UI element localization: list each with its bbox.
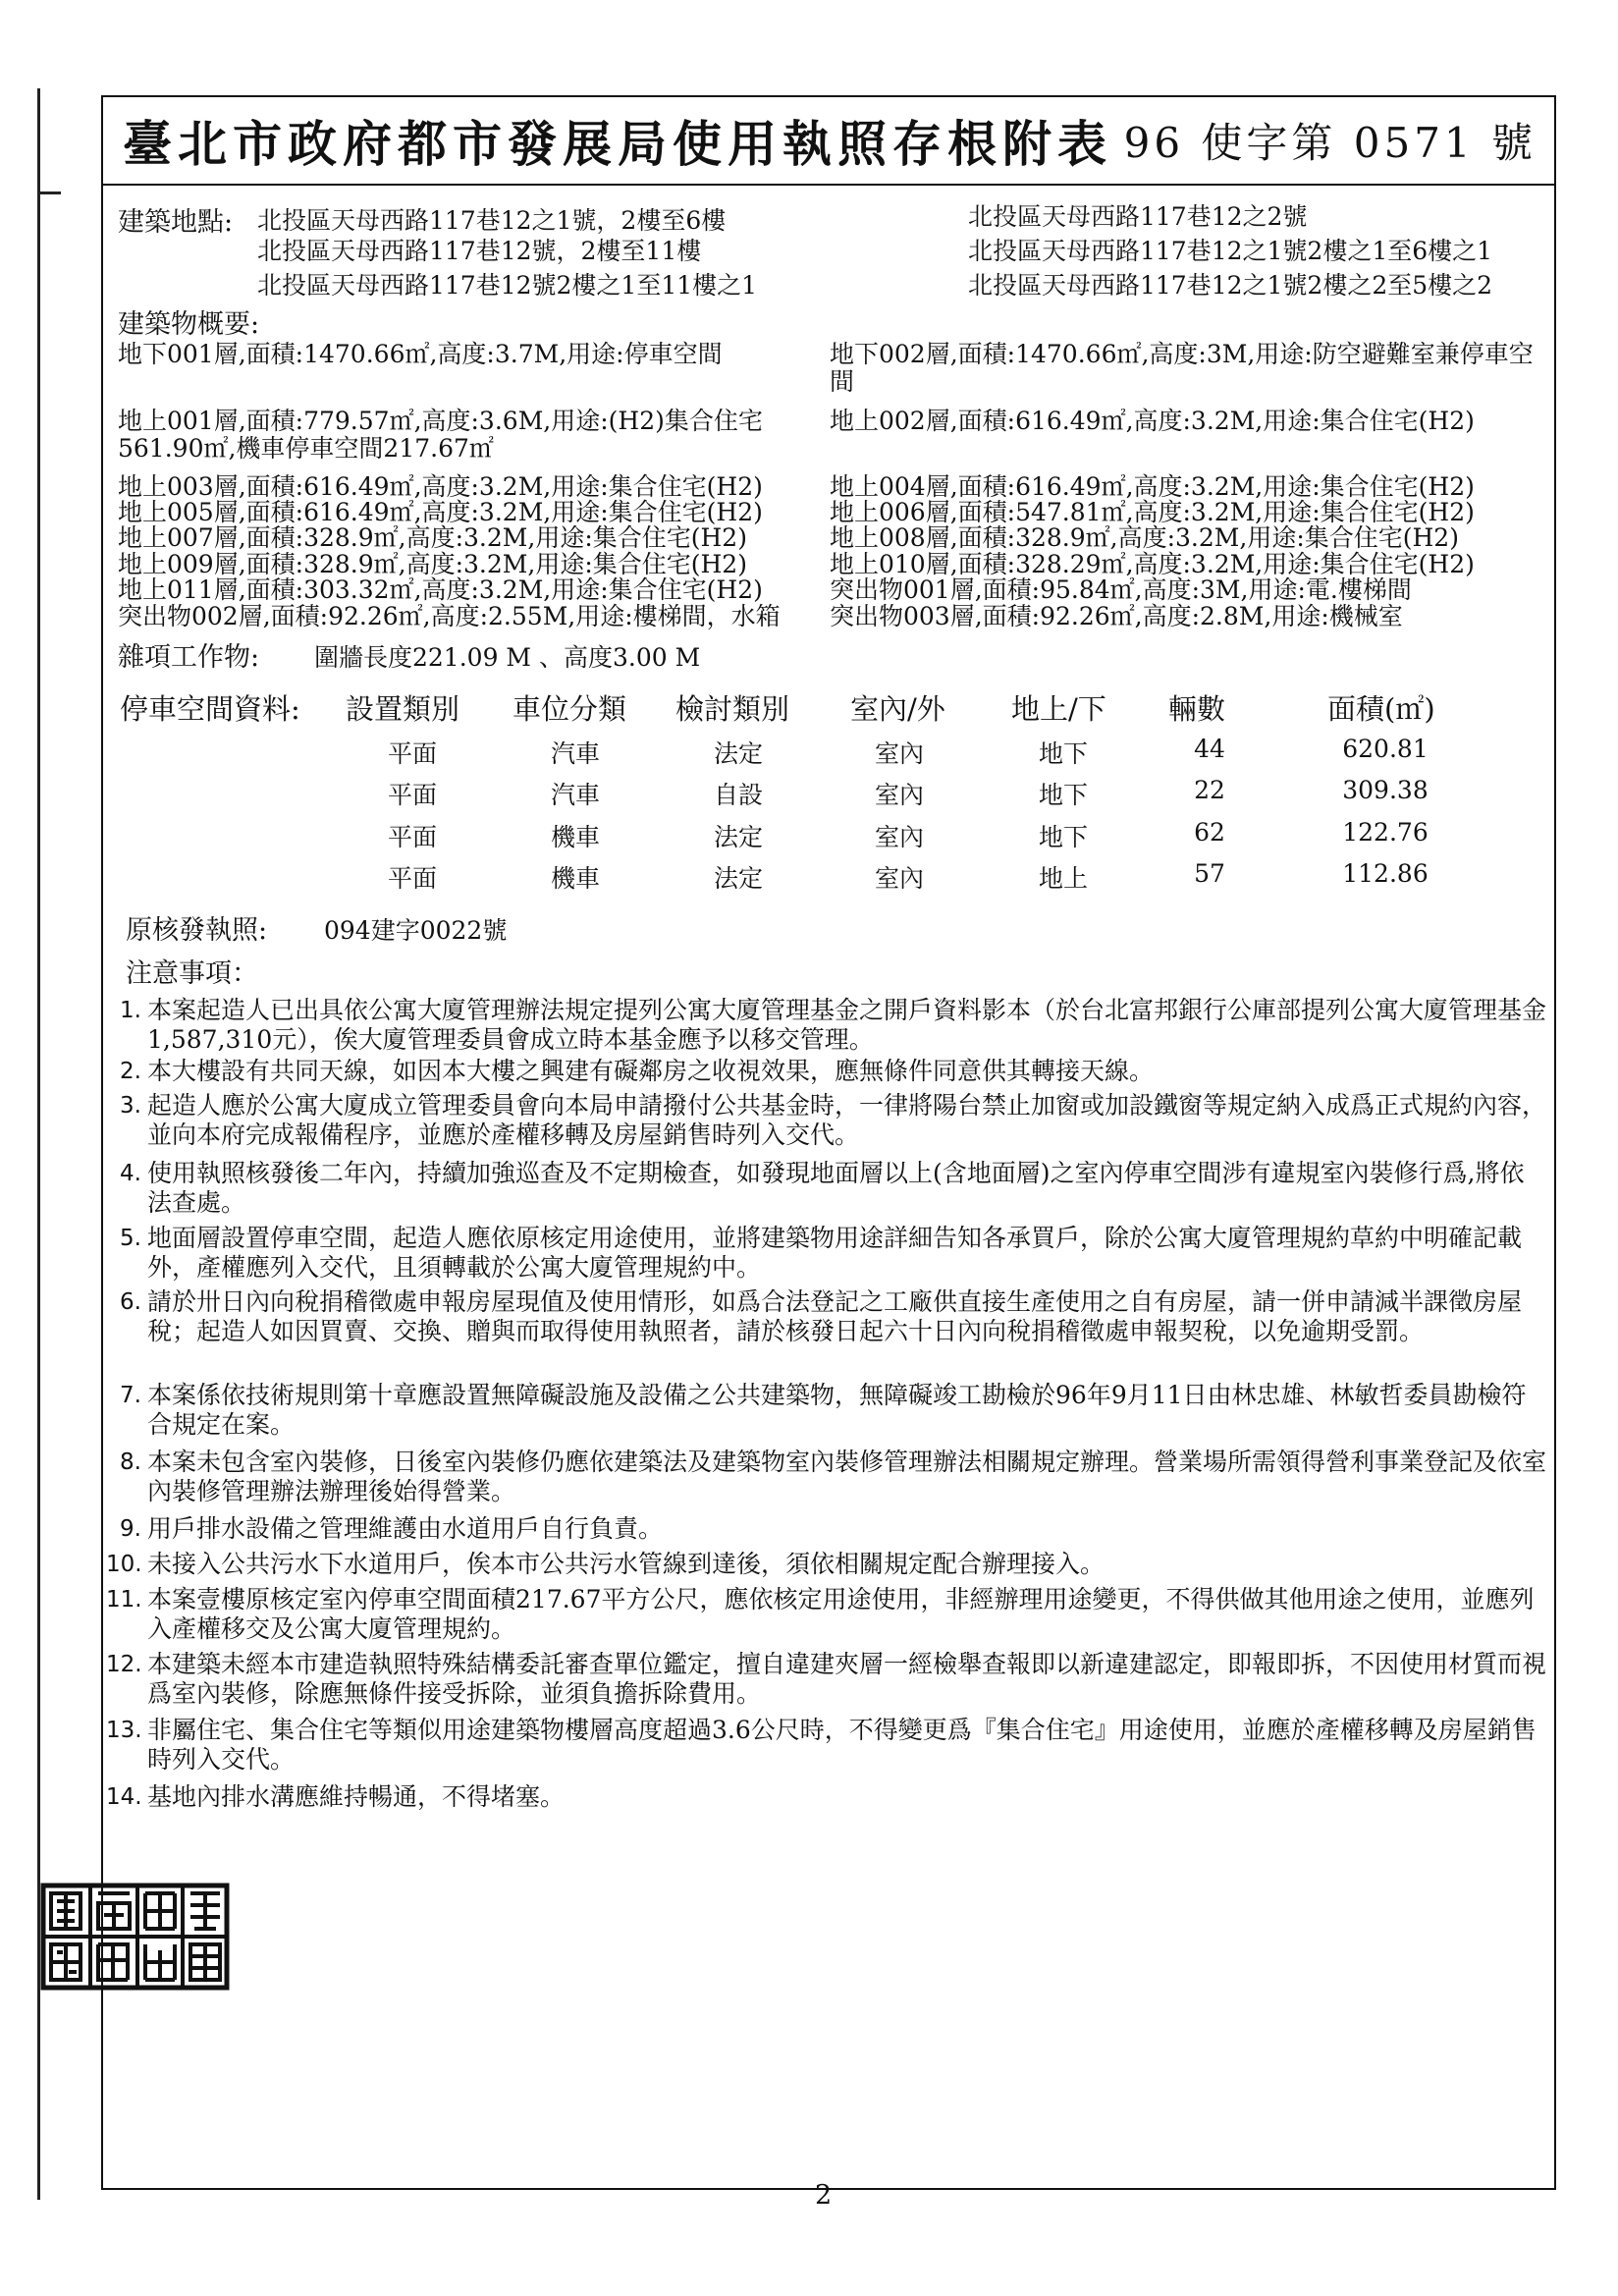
note-number: 6. (120, 1289, 141, 1315)
table-cell: 平面 (387, 823, 437, 851)
original-license-value: 094建字0022號 (324, 916, 508, 945)
note-text: 非屬住宅、集合住宅等類似用途建築物樓層高度超過3.6公尺時，不得變更爲『集合住宅』用途使用，並應於產權移轉及房屋銷售時列入交代。 (147, 1716, 1537, 1774)
table-cell: 620.81 (1342, 735, 1429, 763)
note-text: 未接入公共污水下水道用戶，俟本市公共污水管線到達後，須依相關規定配合辦理接入。 (147, 1550, 1106, 1578)
table-cell: 室內 (874, 864, 924, 893)
note-number: 5. (120, 1226, 141, 1251)
table-cell: 法定 (713, 823, 763, 851)
table-cell: 法定 (713, 739, 763, 768)
parking-header: 輛數 (1168, 692, 1226, 726)
note-item (106, 1716, 1546, 1775)
parking-table (0, 687, 1618, 899)
table-cell: 44 (1194, 735, 1225, 763)
table-cell: 室內 (874, 781, 924, 809)
location-right-3: 北投區天母西路117巷12之1號2樓之2至5樓之2 (968, 271, 1493, 300)
note-item (120, 996, 1547, 1055)
location-right-1: 北投區天母西路117巷12之2號 (968, 202, 1308, 231)
table-cell: 機車 (550, 823, 600, 851)
note-text: 使用執照核發後二年內，持續加強巡查及不定期檢查，如發現地面層以上(含地面層)之室內停車空間涉有違規室內裝修行爲,將依法查處。 (147, 1159, 1525, 1217)
overview-b1: 地下001層,面積:1470.66㎡,高度:3.7M,用途:停車空間 (118, 340, 723, 368)
note-item (120, 1287, 1546, 1346)
note-item (120, 1514, 1546, 1544)
floor-left: 地上011層,面積:303.32㎡,高度:3.2M,用途:集合住宅(H2) (118, 575, 763, 604)
table-cell: 地下 (1038, 823, 1088, 851)
misc-works-value: 圍牆長度221.09 M 、高度3.00 M (314, 643, 701, 672)
note-item (120, 1381, 1546, 1440)
table-cell: 57 (1194, 859, 1225, 888)
floor-right: 突出物003層,面積:92.26㎡,高度:2.8M,用途:機械室 (830, 602, 1403, 630)
parking-header: 室內/外 (850, 692, 945, 726)
page-number: 2 (815, 2180, 833, 2211)
notes-label: 注意事項： (126, 958, 258, 989)
table-cell: 自設 (713, 781, 763, 809)
official-seal-stamp (39, 1882, 231, 1992)
note-text: 請於卅日內向稅捐稽徵處申報房屋現值及使用情形，如爲合法登記之工廠供直接生產使用之自有房屋，請一併申請減半課徵房屋稅；起造人如因買賣、交換、贈與而取得使用執照者，請於核發日起六十日內向稅捐稽徵處申報契稅，以免逾期受罰。 (147, 1287, 1523, 1345)
note-number: 8. (120, 1449, 141, 1475)
note-text: 用戶排水設備之管理維護由水道用戶自行負責。 (147, 1514, 664, 1543)
table-cell: 平面 (387, 781, 437, 809)
table-cell: 112.86 (1342, 859, 1429, 888)
location-left-2: 北投區天母西路117巷12號，2樓至11樓 (257, 237, 702, 265)
parking-header: 車位分類 (512, 692, 627, 726)
table-cell: 法定 (713, 864, 763, 893)
floor-right: 突出物001層,面積:95.84㎡,高度:3M,用途:電.樓梯間 (830, 575, 1412, 604)
note-number: 2. (120, 1059, 141, 1084)
location-left-1: 北投區天母西路117巷12之1號，2樓至6樓 (257, 206, 727, 235)
misc-works-label: 雜項工作物: (118, 642, 260, 673)
note-item (120, 1159, 1546, 1218)
note-item (120, 1448, 1547, 1506)
note-item (106, 1585, 1546, 1644)
table-cell: 122.76 (1342, 818, 1429, 847)
table-cell: 室內 (874, 823, 924, 851)
table-cell: 地上 (1038, 864, 1088, 893)
table-cell: 汽車 (550, 739, 600, 768)
note-text: 地面層設置停車空間，起造人應依原核定用途使用，並將建築物用途詳細告知各承買戶，除於公寓大廈管理規約草約中明確記載外，產權應列入交代，且須轉載於公寓大廈管理規約中。 (147, 1224, 1523, 1282)
note-number: 13. (106, 1718, 142, 1743)
document-header (101, 95, 1556, 186)
parking-header: 設置類別 (346, 692, 460, 726)
original-license-label: 原核發執照: (126, 915, 268, 946)
overview-f2: 地上002層,面積:616.49㎡,高度:3.2M,用途:集合住宅(H2) (830, 407, 1475, 435)
overview-label: 建築物概要: (118, 309, 260, 340)
table-cell: 地下 (1038, 781, 1088, 809)
note-number: 12. (106, 1652, 142, 1677)
note-item (120, 1224, 1546, 1283)
note-number: 11. (106, 1587, 142, 1613)
floor-right: 地上006層,面積:547.81㎡,高度:3.2M,用途:集合住宅(H2) (830, 498, 1475, 526)
note-number: 10. (106, 1552, 142, 1577)
table-cell: 309.38 (1342, 776, 1429, 804)
parking-header: 地上/下 (1011, 692, 1106, 726)
note-number: 14. (106, 1784, 142, 1810)
table-cell: 平面 (387, 739, 437, 768)
note-item (120, 1057, 1546, 1086)
note-text: 起造人應於公寓大廈成立管理委員會向本局申請撥付公共基金時，一律將陽台禁止加窗或加設鐵窗等規定納入成爲正式規約內容，並向本府完成報備程序，並應於產權移轉及房屋銷售時列入交代。 (147, 1091, 1547, 1149)
margin-tick-mark (37, 191, 61, 194)
note-text: 本案未包含室內裝修，日後室內裝修仍應依建築法及建築物室內裝修管理辦法相關規定辦理。營業場所需領得營利事業登記及依室內裝修管理辦法辦理後始得營業。 (147, 1448, 1547, 1505)
note-number: 7. (120, 1383, 141, 1408)
floor-left: 地上007層,面積:328.9㎡,高度:3.2M,用途:集合住宅(H2) (118, 523, 747, 552)
note-text: 基地內排水溝應維持暢通，不得堵塞。 (147, 1782, 566, 1811)
note-item (106, 1650, 1547, 1709)
location-right-2: 北投區天母西路117巷12之1號2樓之1至6樓之1 (968, 237, 1493, 265)
table-cell: 62 (1194, 818, 1225, 847)
table-cell: 22 (1194, 776, 1225, 804)
table-cell: 機車 (550, 864, 600, 893)
note-text: 本案起造人已出具依公寓大廈管理辦法規定提列公寓大廈管理基金之開戶資料影本（於台北富邦銀行公庫部提列公寓大廈管理基金1,587,310元），俟大廈管理委員會成立時本基金應予以移交管理。 (147, 996, 1547, 1054)
note-number: 3. (120, 1093, 141, 1119)
note-text: 本建築未經本市建造執照特殊結構委託審查單位鑑定，擅自違建夾層一經檢舉查報即以新違建認定，即報即拆，不因使用材質而視爲室內裝修，除應無條件接受拆除，並須負擔拆除費用。 (147, 1650, 1547, 1708)
note-text: 本案係依技術規則第十章應設置無障礙設施及設備之公共建築物，無障礙竣工勘檢於96年9月11日由林忠雄、林敏哲委員勘檢符合規定在案。 (147, 1381, 1527, 1439)
note-number: 4. (120, 1161, 141, 1186)
parking-label: 停車空間資料: (120, 692, 300, 726)
note-item (106, 1782, 1546, 1812)
document-title: 臺北市政府都市發展局使用執照存根附表 (123, 115, 1112, 173)
note-number: 1. (120, 998, 141, 1023)
floor-right: 地上004層,面積:616.49㎡,高度:3.2M,用途:集合住宅(H2) (830, 472, 1475, 501)
parking-header: 面積(㎡) (1327, 692, 1435, 726)
floor-left: 地上005層,面積:616.49㎡,高度:3.2M,用途:集合住宅(H2) (118, 498, 763, 526)
floor-left: 突出物002層,面積:92.26㎡,高度:2.55M,用途:樓梯間，水箱 (118, 602, 781, 630)
table-cell: 地下 (1038, 739, 1088, 768)
table-cell: 汽車 (550, 781, 600, 809)
table-cell: 室內 (874, 739, 924, 768)
note-number: 9. (120, 1516, 141, 1542)
note-text: 本大樓設有共同天線，如因本大樓之興建有礙鄰房之收視效果，應無條件同意供其轉接天線。 (147, 1057, 1155, 1085)
location-left-3: 北投區天母西路117巷12號2樓之1至11樓之1 (257, 271, 758, 300)
location-label: 建築地點: (118, 207, 234, 238)
overview-f1: 地上001層,面積:779.57㎡,高度:3.6M,用途:(H2)集合住宅561.90㎡,機車停車空間217.67㎡ (118, 407, 763, 463)
floor-left: 地上003層,面積:616.49㎡,高度:3.2M,用途:集合住宅(H2) (118, 472, 763, 501)
note-item (106, 1550, 1546, 1579)
document-number: 96 使字第 0571 號 (1123, 119, 1537, 167)
note-text: 本案壹樓原核定室內停車空間面積217.67平方公尺，應依核定用途使用，非經辦理用途變更，不得供做其他用途之使用，並應列入產權移交及公寓大廈管理規約。 (147, 1585, 1535, 1643)
note-item (120, 1091, 1547, 1150)
overview-b2: 地下002層,面積:1470.66㎡,高度:3M,用途:防空避難室兼停車空間 (830, 340, 1534, 396)
floor-left: 地上009層,面積:328.9㎡,高度:3.2M,用途:集合住宅(H2) (118, 550, 747, 578)
floor-right: 地上008層,面積:328.9㎡,高度:3.2M,用途:集合住宅(H2) (830, 523, 1459, 552)
floor-right: 地上010層,面積:328.29㎡,高度:3.2M,用途:集合住宅(H2) (830, 550, 1475, 578)
table-cell: 平面 (387, 864, 437, 893)
parking-header: 檢討類別 (675, 692, 790, 726)
